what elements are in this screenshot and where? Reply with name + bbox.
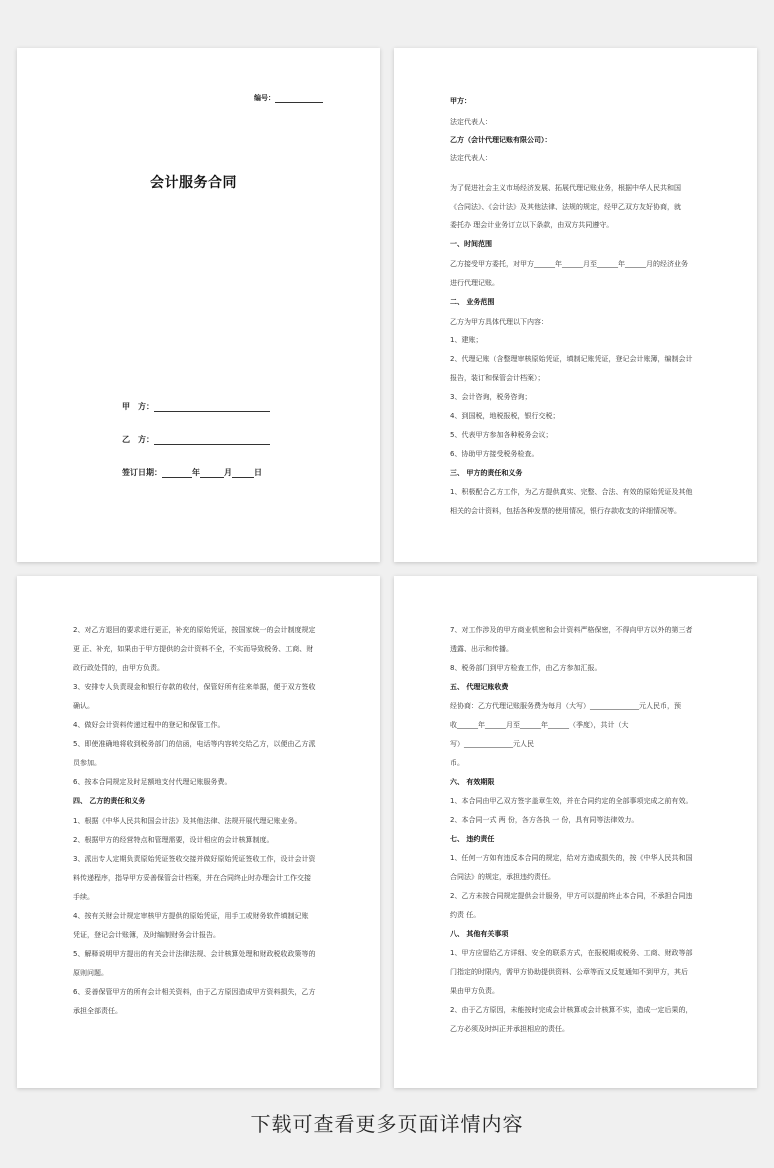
paragraph-line: 写）______________元人民 <box>450 740 534 748</box>
list-item: 乙方必须及时纠正并承担相应的责任。 <box>450 1025 569 1033</box>
list-item: 1、甲方应留给乙方详细、安全的联系方式，在报税期或税务、工商、财政等部 <box>450 949 693 957</box>
contract-number <box>254 93 323 103</box>
party-a-heading: 甲方： <box>450 97 471 105</box>
list-item: 2、根据甲方的经营特点和管理需要，设计相应的会计核算制度。 <box>73 836 274 844</box>
paragraph-line: 经协商：乙方代理记账服务费为每月（大写）______________元人民币，预 <box>450 702 681 710</box>
sign-day-blank <box>232 469 254 478</box>
sign-month-label: 月 <box>224 468 232 477</box>
list-item: 5、解释说明甲方提出的有关会计法律法规、会计核算处理和财政税收政策等的 <box>73 950 316 958</box>
list-item: 6、按本合同规定及时足额地支付代理记账服务费。 <box>73 778 232 786</box>
section-heading: 三、 甲方的责任和义务 <box>450 469 523 477</box>
party-b-blank <box>154 436 270 445</box>
list-item: 更 正、补充，如果由于甲方提供的会计资料不全，不实而导致税务、工商、财 <box>73 645 314 653</box>
contract-title: 会计服务合同 <box>150 175 237 191</box>
list-item: 4、到国税，地税报税，银行交税； <box>450 412 560 420</box>
list-item: 1、建账； <box>450 336 483 344</box>
list-item: 2、代理记账（含整理审核原始凭证，填制记账凭证，登记会计账簿，编制会计 <box>450 355 693 363</box>
list-item: 3、会计咨询，税务咨询； <box>450 393 532 401</box>
section-heading: 二、 业务范围 <box>450 298 495 306</box>
list-item: 1、积极配合乙方工作，为乙方提供真实、完整、合法、有效的原始凭证及其他 <box>450 488 693 496</box>
list-item: 合同法》的规定，承担违约责任。 <box>450 873 555 881</box>
list-item: 2、乙方未按合同规定提供会计服务，甲方可以提前终止本合同，不承担合同违 <box>450 892 693 900</box>
sign-date-line <box>122 467 262 478</box>
party-b-heading: 乙方（会计代理记账有限公司）： <box>450 136 552 144</box>
list-item: 门指定的时限内，需甲方协助提供资料、公章等而又反复通知不到甲方，其后 <box>450 968 688 976</box>
party-b-line <box>122 434 270 445</box>
section-heading: 五、 代理记账收费 <box>450 683 509 691</box>
list-item: 约责 任。 <box>450 911 481 919</box>
contract-number-blank <box>275 95 323 103</box>
list-item: 报告，装订和保管会计档案）； <box>450 374 545 382</box>
paragraph-line: 乙方接受甲方委托，对甲方______年______月至______年______月的经济业务 <box>450 260 688 268</box>
paragraph-line: 币。 <box>450 759 464 767</box>
paragraph-line: 乙方为甲方具体代理以下内容： <box>450 318 548 326</box>
party-a-label: 甲 方： <box>122 402 154 411</box>
list-item: 手续。 <box>73 893 94 901</box>
party-a-blank <box>154 403 270 412</box>
list-item: 7、对工作涉及的甲方商业机密和会计资料严格保密，不得向甲方以外的第三者 <box>450 626 693 634</box>
paragraph-line: 收______年______月至______年______（季度），共计（大 <box>450 721 629 729</box>
sign-day-label: 日 <box>254 468 262 477</box>
sign-year-label: 年 <box>192 468 200 477</box>
list-item: 4、按有关财会计规定审核甲方提供的原始凭证，用手工或财务软件填制记账 <box>73 912 309 920</box>
list-item: 3、安排专人负责现金和银行存款的收付，保管好所有往来单据，便于双方签收 <box>73 683 316 691</box>
list-item: 原则问题。 <box>73 969 108 977</box>
list-item: 料传递程序，指导甲方妥善保管会计档案，并在合同终止时办理会计工作交接 <box>73 874 311 882</box>
party-b-label: 乙 方： <box>122 435 154 444</box>
list-item: 员参加。 <box>73 759 101 767</box>
list-item: 2、对乙方退回的要求进行更正，补充的原始凭证，按国家统一的会计制度规定 <box>73 626 316 634</box>
paragraph-line: 为了促进社会主义市场经济发展、拓展代理记账业务，根据中华人民共和国 <box>450 184 681 192</box>
list-item: 5、代表甲方参加各种税务会议； <box>450 431 553 439</box>
list-item: 3、派出专人定期负责原始凭证签收交接并做好原始凭证签收工作，设计会计资 <box>73 855 316 863</box>
contract-cover-page <box>17 48 380 562</box>
contract-number-label: 编号： <box>254 94 275 102</box>
sign-year-blank <box>162 469 192 478</box>
list-item: 8、税务部门到甲方检查工作，由乙方参加汇报。 <box>450 664 602 672</box>
section-heading: 一、时间范围 <box>450 240 492 248</box>
section-heading: 七、 违约责任 <box>450 835 495 843</box>
list-item: 5、即使准确地将收到税务部门的信函，电话等内容转交给乙方，以便由乙方派 <box>73 740 316 748</box>
sign-date-label: 签订日期： <box>122 468 162 477</box>
list-item: 6、妥善保管甲方的所有会计相关资料，由于乙方原因造成甲方资料损失，乙方 <box>73 988 316 996</box>
paragraph-line: 委托办 理会计业务订立以下条款，由双方共同遵守。 <box>450 221 614 229</box>
party-a-line <box>122 401 270 412</box>
contract-page-2 <box>394 48 757 562</box>
list-item: 4、做好会计资料传递过程中的登记和保管工作。 <box>73 721 225 729</box>
list-item: 果由甲方负责。 <box>450 987 499 995</box>
download-more-caption: 下载可查看更多页面详情内容 <box>250 1112 524 1136</box>
list-item: 1、任何一方如有违反本合同的规定，给对方造成损失的，按《中华人民共和国 <box>450 854 693 862</box>
list-item: 确认。 <box>73 702 94 710</box>
list-item: 凭证，登记会计账簿，及时编制财务会计报告。 <box>73 931 220 939</box>
list-item: 6、协助甲方接受税务检查。 <box>450 450 539 458</box>
party-b-rep: 法定代表人： <box>450 154 492 162</box>
list-item: 1、本合同由甲乙双方签字盖章生效，并在合同约定的全部事项完成之前有效。 <box>450 797 693 805</box>
list-item: 透露、出示和传播。 <box>450 645 513 653</box>
paragraph-line: 进行代理记账。 <box>450 279 499 287</box>
list-item: 2、由于乙方原因，未能按时完成会计核算或会计核算不实，造成一定后果的， <box>450 1006 693 1014</box>
list-item: 2、本合同一式 两 份，各方各执 一 份，具有同等法律效力。 <box>450 816 639 824</box>
section-heading: 八、 其他有关事项 <box>450 930 509 938</box>
section-heading: 六、 有效期限 <box>450 778 495 786</box>
list-item: 1、根据《中华人民共和国会计法》及其他法律、法规开展代理记账业务。 <box>73 817 302 825</box>
sign-month-blank <box>200 469 224 478</box>
contract-page-3 <box>17 576 380 1088</box>
section-heading: 四、 乙方的责任和义务 <box>73 797 146 805</box>
list-item: 相关的会计资料，包括各种发票的使用情况，银行存款收支的详细情况等。 <box>450 507 681 515</box>
paragraph-line: 《合同法》、《会计法》及其他法律、法规的规定，经甲乙双方友好协商，就 <box>450 203 681 211</box>
contract-page-4 <box>394 576 757 1088</box>
list-item: 承担全部责任。 <box>73 1007 122 1015</box>
list-item: 政行政处罚的，由甲方负责。 <box>73 664 164 672</box>
party-a-rep: 法定代表人： <box>450 118 492 126</box>
